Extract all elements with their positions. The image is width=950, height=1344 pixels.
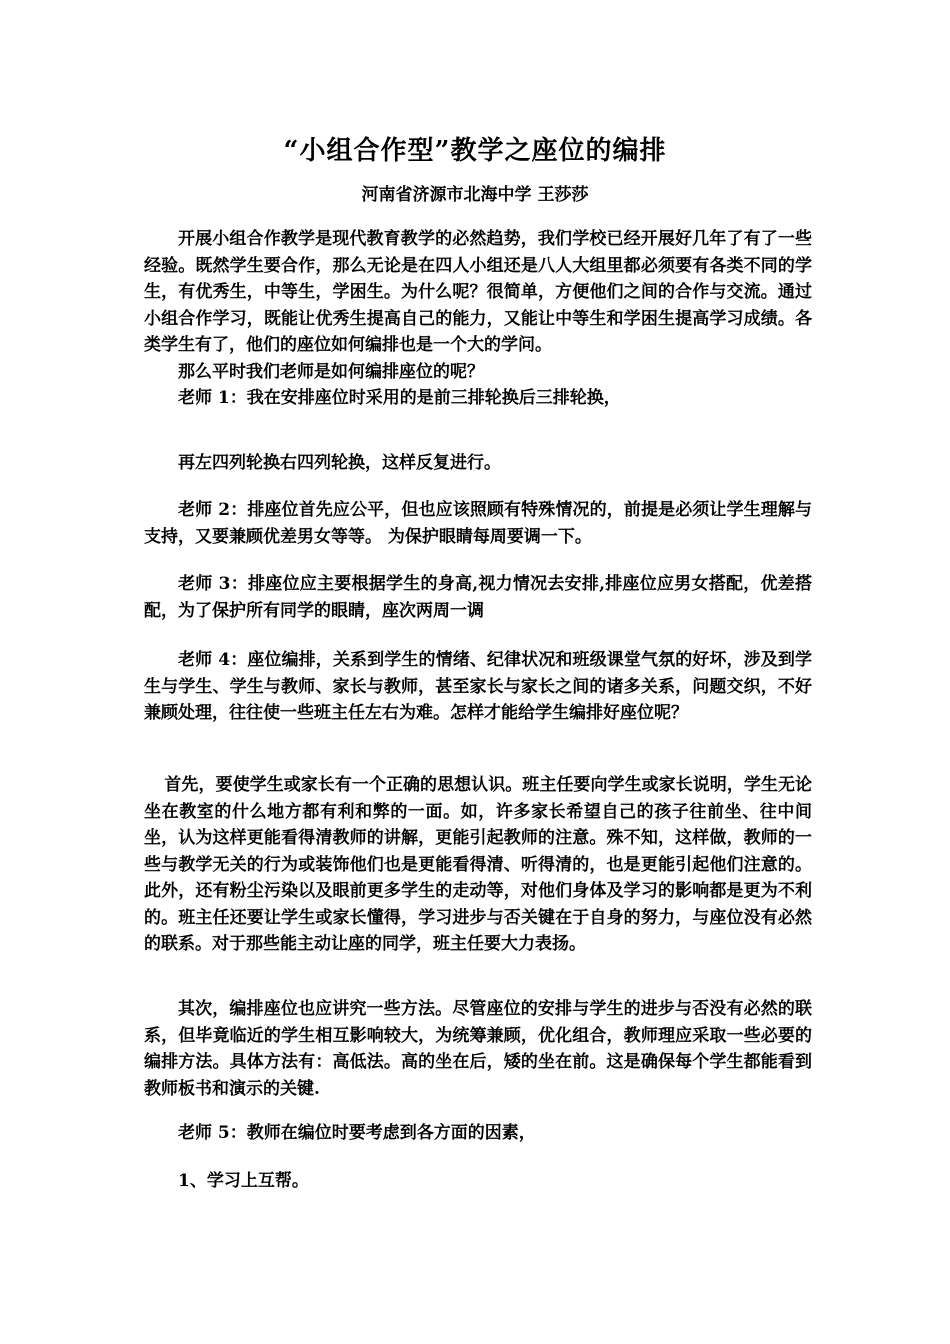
paragraph-question: 那么平时我们老师是如何编排座位的呢？ [178,361,484,382]
paragraph-block-4 [144,571,812,624]
paragraph-block-8 [144,1120,812,1147]
paragraph-teacher-3: 老师 3：排座位应主要根据学生的身高,视力情况去安排,排座位应男女搭配，优差搭配，为了保护所有同学的眼睛，座次两周一调 [144,574,812,621]
paragraph-block-9 [144,1168,812,1195]
paragraph-list-item-1: 1、学习上互帮。 [178,1171,309,1191]
paragraph-intro: 开展小组合作教学是现代教育教学的必然趋势，我们学校已经开展好几年了有了一些经验。既然学生要合作，那么无论是在四人小组还是八人大组里都必须要有各类不同的学生，有优秀生，中等生，学困生。为什么呢？很简单，方便他们之间的合作与交流。通过小组合作学习，既能让优秀生提高自己的能力，又能让中等生和学困生提高学习成绩。各类学生有了，他们的座位如何编排也是一个大的学问。 [144,229,812,355]
paragraph-second: 其次，编排座位也应讲究一些方法。尽管座位的安排与学生的进步与否没有必然的联系，但毕竟临近的学生相互影响较大，为统筹兼顾，优化组合，教师理应采取一些必要的编排方法。具体方法有：高低法。高的坐在后，矮的坐在前。这是确保每个学生都能看到教师板书和演示的关键. [144,999,812,1099]
paragraph-intro-block [144,226,812,412]
paragraph-teacher-1-cont: 再左四列轮换右四列轮换，这样反复进行。 [178,453,501,473]
paragraph-teacher-5: 老师 5：教师在编位时要考虑到各方面的因素， [178,1123,536,1143]
paragraph-block-2 [144,450,812,477]
paragraph-block-7 [144,996,812,1102]
paragraph-block-6 [144,772,812,958]
paragraph-block-5 [144,647,812,727]
document-author: 河南省济源市北海中学 王莎莎 [361,185,589,205]
document-title: “小组合作型”教学之座位的编排 [283,136,667,166]
paragraph-block-3 [144,497,812,550]
paragraph-teacher-4: 老师 4：座位编排，关系到学生的情绪、纪律状况和班级课堂气氛的好坏，涉及到学生与学生、学生与教师、家长与教师，甚至家长与家长之间的诸多关系，问题交织，不好兼顾处理，往往使一些班主任左右为难。怎样才能给学生编排好座位呢？ [144,650,812,723]
paragraph-first: 首先，要使学生或家长有一个正确的思想认识。班主任要向学生或家长说明，学生无论坐在教室的什么地方都有利和弊的一面。如，许多家长希望自己的孩子往前坐、往中间坐，认为这样更能看得清教师的讲解，更能引起教师的注意。殊不知，这样做，教师的一些与教学无关的行为或装饰他们也是更能看得清、听得清的，也是更能引起他们注意的。此外，还有粉尘污染以及眼前更多学生的走动等，对他们身体及学习的影响都是更为不利的。班主任还要让学生或家长懂得，学习进步与否关键在于自身的努力，与座位没有必然的联系。对于那些能主动让座的同学，班主任要大力表扬。 [144,775,812,954]
paragraph-teacher-1: 老师 1：我在安排座位时采用的是前三排轮换后三排轮换， [178,388,621,408]
paragraph-teacher-2: 老师 2：排座位首先应公平，但也应该照顾有特殊情况的，前提是必须让学生理解与支持，又要兼顾优差男女等等。 为保护眼睛每周要调一下。 [144,500,812,547]
